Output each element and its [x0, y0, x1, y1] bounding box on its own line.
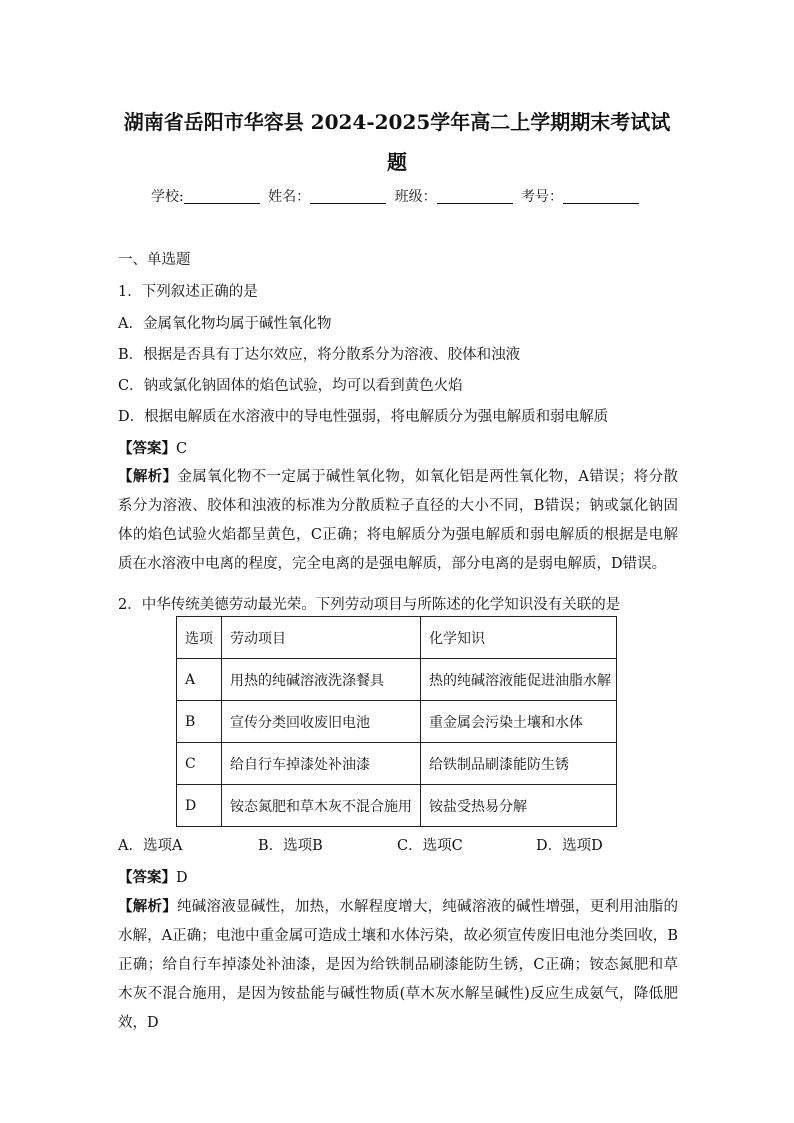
class-label: 班级： [394, 189, 437, 205]
student-info-row [0, 186, 794, 206]
q1-option-d: D．根据电解质在水溶液中的导电性强弱，将电解质分为强电解质和弱电解质 [118, 409, 609, 425]
table-row [177, 785, 617, 827]
table-cell: 铵态氮肥和草木灰不混合施用 [222, 785, 421, 827]
analysis-text: 纯碱溶液显碱性，加热，水解程度增大，纯碱溶液的碱性增强，更利用油脂的水解，A正确；电池中重金属可造成土壤和水体污染，故必须宣传废旧电池分类回收，B正确；给自行车掉漆处补油漆，是因为给铁制品刷漆能防生锈，C正确；铵态氮肥和草木灰不混合施用，是因为铵盐能与碱性物质(草木灰水解呈碱性)反应生成氨气，降低肥效，D [118, 899, 679, 1031]
table-header-cell: 劳动项目 [222, 617, 421, 659]
q2-option-c: C．选项C [397, 838, 463, 854]
page-title: 湖南省岳阳市华容县 2024-2025学年高二上学期期末考试试 [123, 110, 671, 134]
table-cell: A [177, 659, 222, 701]
table-cell: B [177, 701, 222, 743]
table-row [177, 701, 617, 743]
page-title-continued: 题 [387, 150, 407, 174]
table-row [177, 659, 617, 701]
table-cell: 宣传分类回收废旧电池 [222, 701, 421, 743]
q1-option-c: C．钠或氯化钠固体的焰色试验，均可以看到黄色火焰 [118, 378, 463, 394]
section-heading: 一、单选题 [118, 252, 191, 268]
q1-analysis [118, 462, 678, 579]
q2-option-d: D．选项D [536, 838, 603, 854]
exam-number-blank[interactable] [563, 189, 639, 204]
q1-answer [118, 437, 187, 458]
q1-stem: 1．下列叙述正确的是 [118, 284, 258, 300]
analysis-text: 金属氧化物不一定属于碱性氧化物，如氧化铝是两性氧化物，A错误；将分散系分为溶液、胶体和浊液的标准为分散质粒子直径的大小不同，B错误；钠或氯化钠固体的焰色试验火焰都呈黄色，C正确；将电解质分为强电解质和弱电解质的根据是电解质在水溶液中电离的程度，完全电离的是强电解质，部分电离的是弱电解质，D错误。 [118, 469, 679, 572]
q2-analysis [118, 892, 678, 1038]
table-header-row [177, 617, 617, 659]
table-cell: 热的纯碱溶液能促进油脂水解 [421, 659, 617, 701]
table-cell: D [177, 785, 222, 827]
q2-option-b: B．选项B [258, 838, 323, 854]
table-cell: 重金属会污染土壤和水体 [421, 701, 617, 743]
table-cell: 给铁制品刷漆能防生锈 [421, 743, 617, 785]
table-header-cell: 化学知识 [421, 617, 617, 659]
answer-tag: 【答案】 [118, 869, 176, 886]
name-label: 姓名： [268, 189, 311, 205]
table-row [177, 743, 617, 785]
class-blank[interactable] [437, 189, 513, 204]
q2-answer [118, 866, 188, 887]
table-cell: 用热的纯碱溶液洗涤餐具 [222, 659, 421, 701]
q2-option-a: A．选项A [118, 838, 183, 854]
table-header-cell: 选项 [177, 617, 222, 659]
answer-value: C [176, 441, 188, 457]
school-label: 学校: [150, 189, 184, 205]
table-cell: C [177, 743, 222, 785]
exam-number-label: 考号： [521, 189, 564, 205]
school-blank[interactable] [184, 189, 260, 204]
answer-value: D [176, 870, 188, 886]
table-cell: 铵盐受热易分解 [421, 785, 617, 827]
q1-option-b: B．根据是否具有丁达尔效应，将分散系分为溶液、胶体和浊液 [118, 347, 521, 363]
q1-option-a: A．金属氧化物均属于碱性氧化物 [118, 316, 332, 332]
table-cell: 给自行车掉漆处补油漆 [222, 743, 421, 785]
name-blank[interactable] [310, 189, 386, 204]
q2-stem: 2．中华传统美德劳动最光荣。下列劳动项目与所陈述的化学知识没有关联的是 [118, 597, 621, 613]
answer-tag: 【答案】 [118, 440, 176, 457]
q2-table [176, 616, 617, 827]
analysis-tag: 【解析】 [118, 898, 177, 915]
analysis-tag: 【解析】 [118, 468, 178, 485]
